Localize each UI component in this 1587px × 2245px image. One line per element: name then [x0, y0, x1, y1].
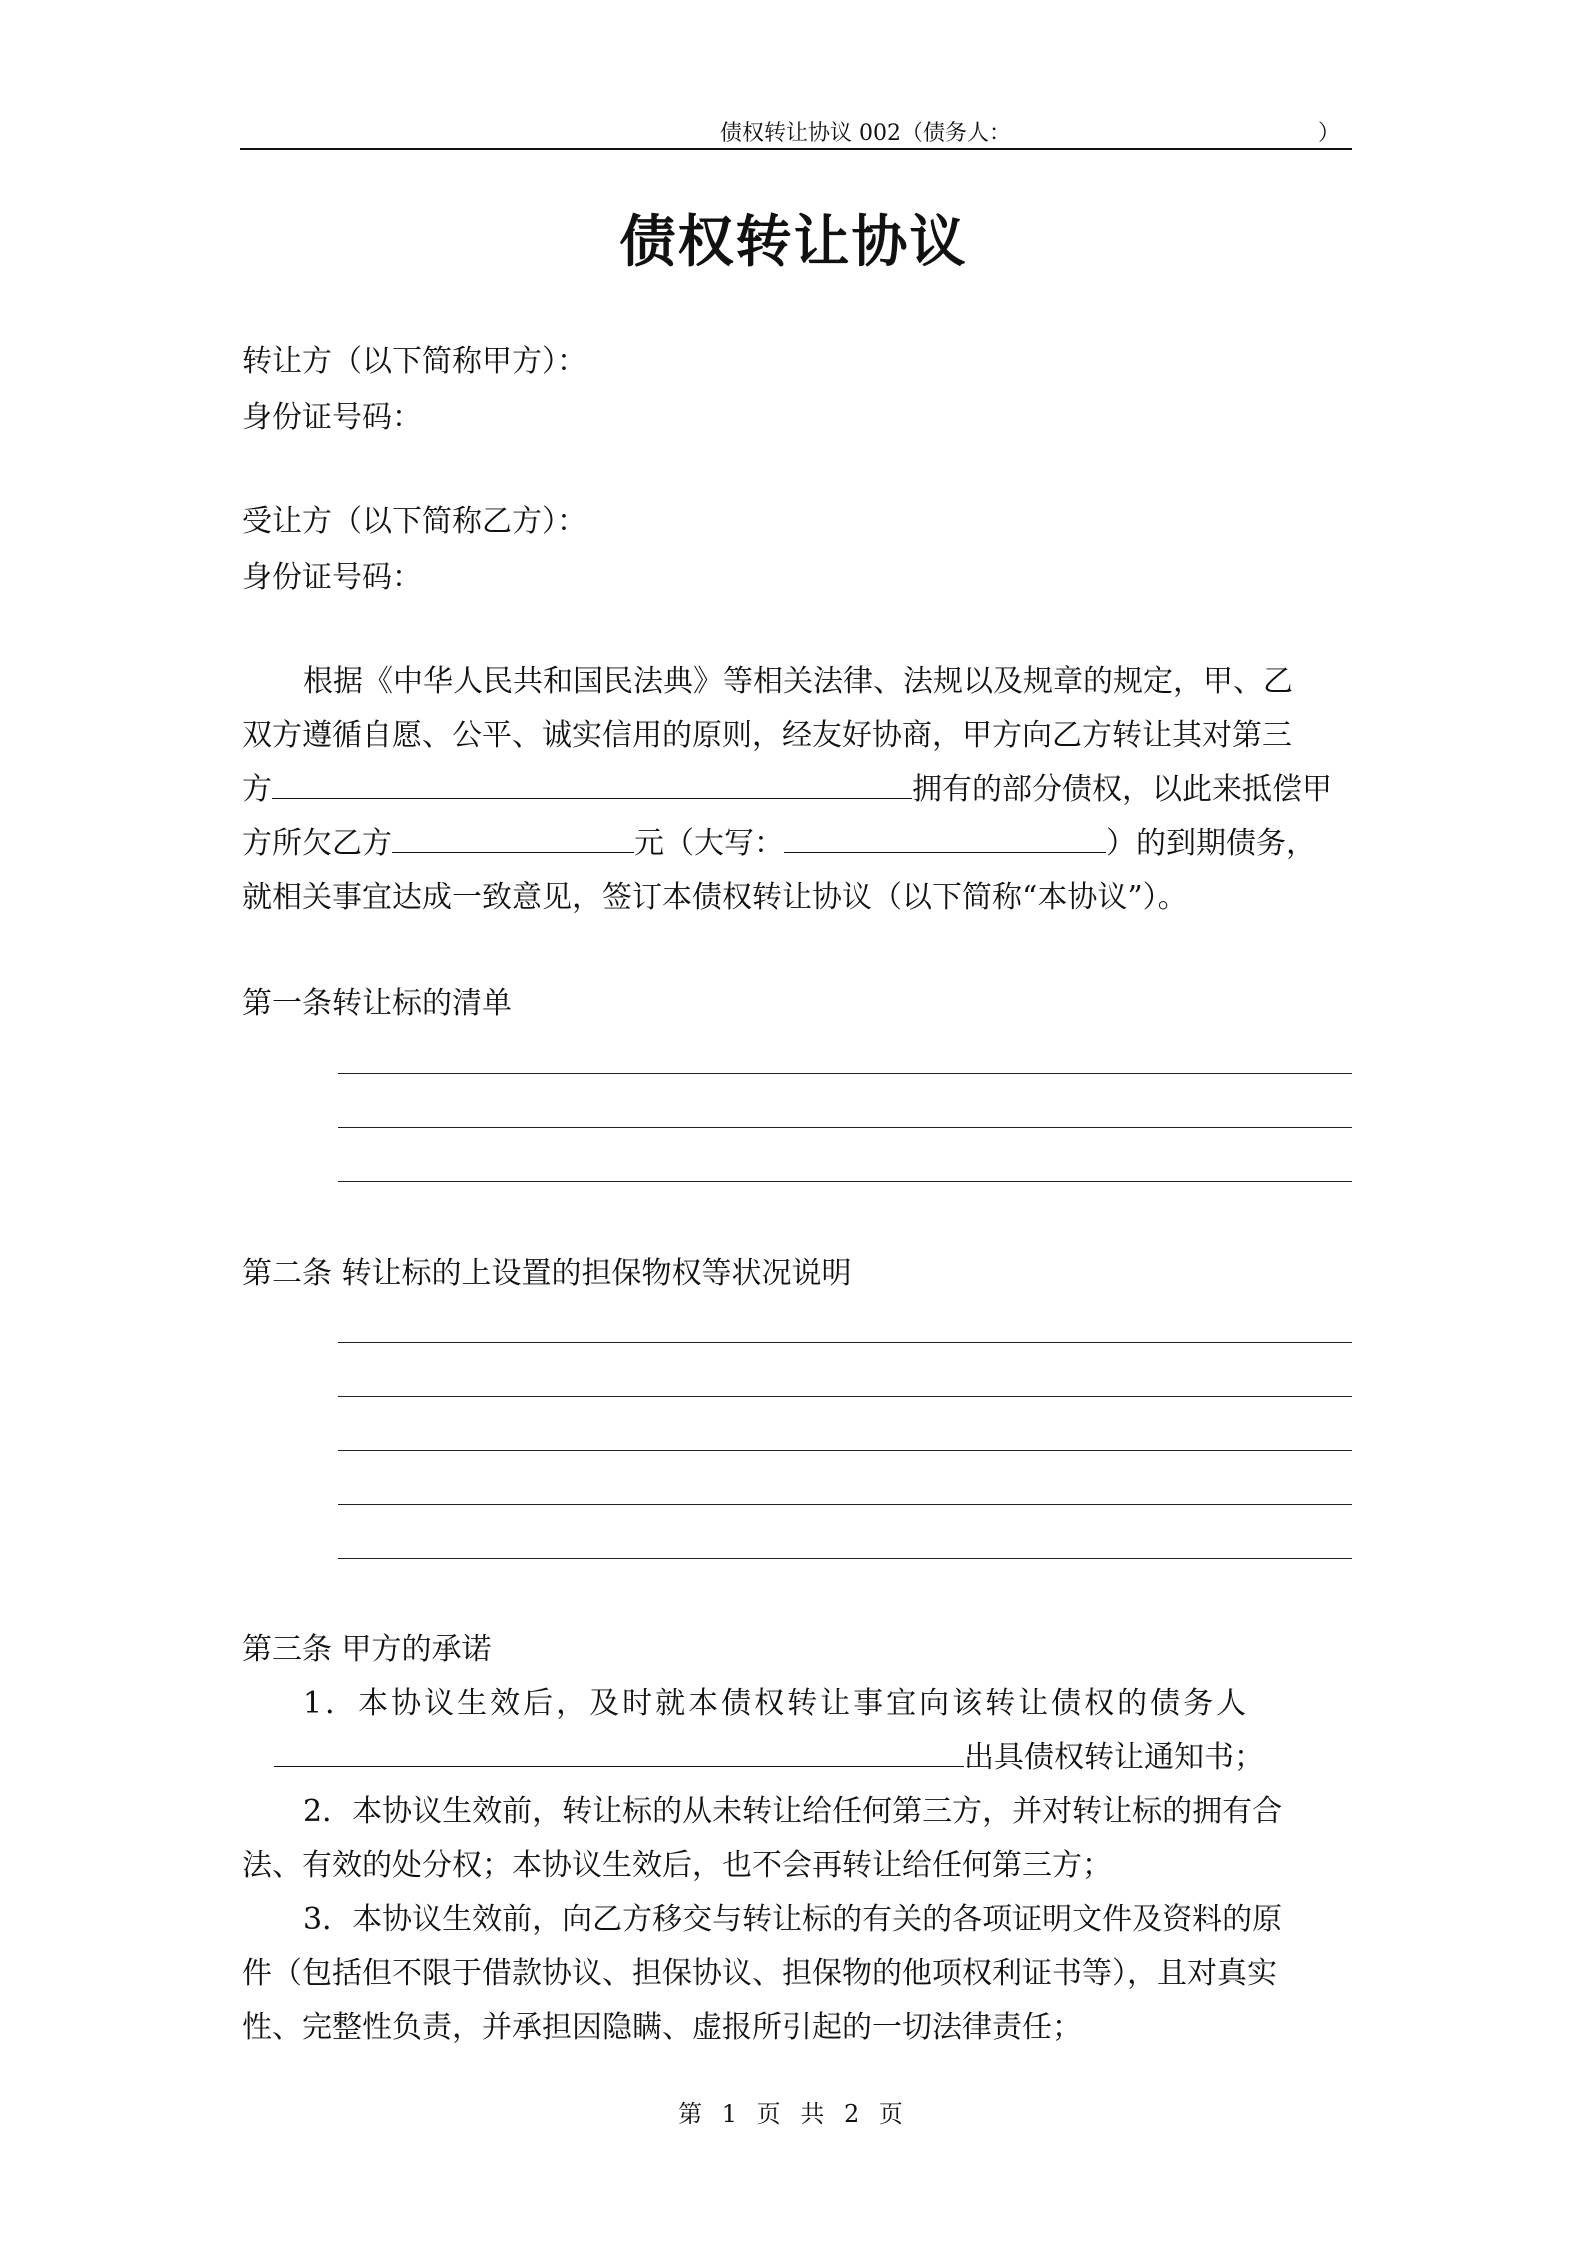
header-close-paren: ） [1317, 121, 1340, 146]
article-3-item-2-line-1: 2．本协议生效前，转让标的从未转让给任何第三方，并对转让标的拥有合 [303, 1794, 1283, 1829]
preamble-line-4-end: ）的到期债务， [1106, 826, 1316, 861]
article-3-item-2-line-2: 法、有效的处分权；本协议生效后，也不会再转让给任何第三方； [242, 1848, 1112, 1883]
article-2-blank-line [338, 1450, 1352, 1451]
preamble-line-3-end: 拥有的部分债权，以此来抵偿甲 [912, 772, 1332, 807]
amount-capital-blank [784, 824, 1106, 853]
article-1-blank-line [338, 1073, 1352, 1074]
article-2-heading: 第二条 转让标的上设置的担保物权等状况说明 [242, 1256, 852, 1291]
preamble-line-4 [242, 824, 1316, 864]
debtor-name-blank [274, 1738, 964, 1767]
preamble-line-3 [242, 770, 1332, 810]
article-3-item-3-line-2: 件（包括但不限于借款协议、担保协议、担保物的他项权利证书等），且对真实 [242, 1956, 1277, 1991]
third-party-blank [272, 770, 912, 799]
preamble-line-4-start: 方所欠乙方 [242, 826, 392, 861]
article-2-blank-line [338, 1558, 1352, 1559]
article-2-blank-line [338, 1342, 1352, 1343]
transferee-label: 受让方（以下简称乙方）： [242, 504, 587, 539]
document-title: 债权转让协议 [619, 210, 968, 275]
preamble-line-1: 根据《中华人民共和国民法典》等相关法律、法规以及规章的规定，甲、乙 [303, 664, 1293, 699]
article-1-heading: 第一条转让标的清单 [242, 986, 512, 1021]
preamble-line-3-start: 方 [242, 772, 272, 807]
article-2-blank-line [338, 1396, 1352, 1397]
article-3-item-1-line-2 [242, 1738, 1264, 1778]
amount-blank [392, 824, 634, 853]
transferor-label: 转让方（以下简称甲方）： [242, 344, 587, 379]
article-3-heading: 第三条 甲方的承诺 [242, 1632, 492, 1667]
page-header [240, 112, 1352, 150]
article-3-item-3-line-3: 性、完整性负责，并承担因隐瞒、虚报所引起的一切法律责任； [242, 2010, 1082, 2045]
article-3-item-1-line-2-end: 出具债权转让通知书； [964, 1740, 1264, 1775]
article-1-blank-line [338, 1181, 1352, 1182]
preamble-line-5: 就相关事宜达成一致意见，签订本债权转让协议（以下简称“本协议”）。 [242, 880, 1188, 915]
preamble-line-4-mid: 元（大写： [634, 826, 784, 861]
article-3-item-1-line-1: 1．本协议生效后，及时就本债权转让事宜向该转让债权的债务人 [303, 1686, 1250, 1721]
article-2-blank-line [338, 1504, 1352, 1505]
article-1-blank-line [338, 1127, 1352, 1128]
page-footer: 第 1 页 共 2 页 [678, 2100, 909, 2128]
header-text: 债权转让协议 002（债务人： [720, 121, 1011, 146]
transferee-id-label: 身份证号码： [242, 560, 422, 595]
article-3-item-3-line-1: 3．本协议生效前，向乙方移交与转让标的有关的各项证明文件及资料的原 [303, 1902, 1283, 1937]
preamble-line-2: 双方遵循自愿、公平、诚实信用的原则，经友好协商，甲方向乙方转让其对第三 [242, 718, 1292, 753]
transferor-id-label: 身份证号码： [242, 400, 422, 435]
